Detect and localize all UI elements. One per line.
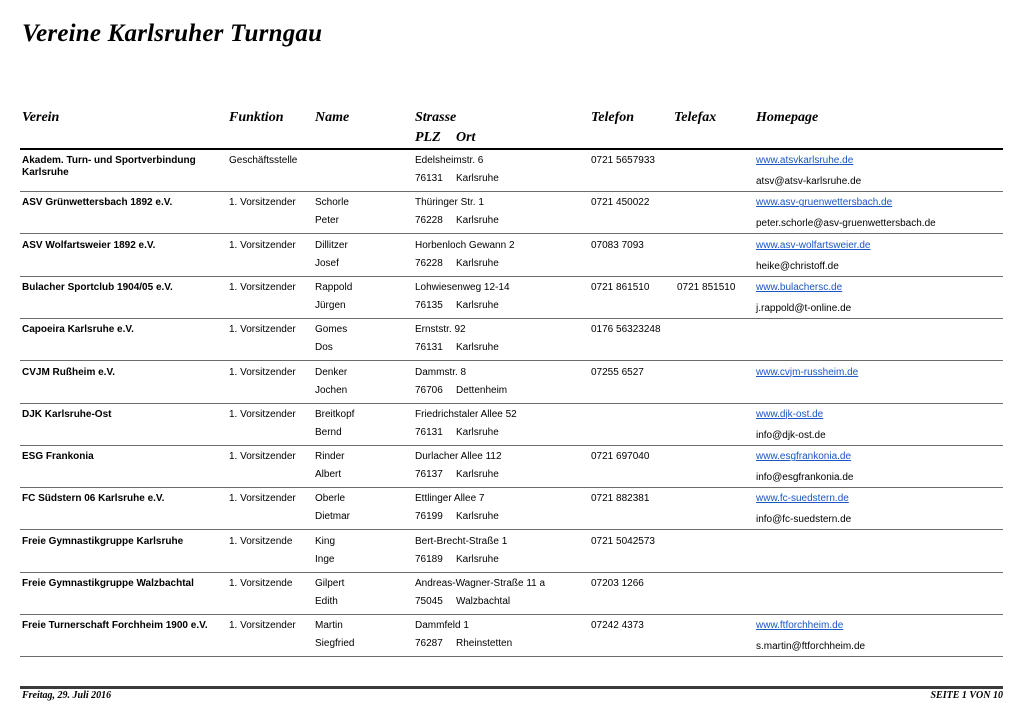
street: Durlacher Allee 112 <box>415 451 502 463</box>
table-row <box>0 531 1024 573</box>
street: Horbenloch Gewann 2 <box>415 239 515 251</box>
table-row <box>0 277 1024 319</box>
last-name: Gilpert <box>315 578 345 589</box>
city: Dettenheim <box>456 384 508 396</box>
city: Karlsruhe <box>456 511 499 523</box>
first-name: Inge <box>315 553 335 565</box>
city: Walzbachtal <box>456 596 511 607</box>
table-row <box>0 404 1024 446</box>
city: Karlsruhe <box>456 257 499 269</box>
last-name: Rinder <box>315 451 345 463</box>
phone: 0176 56323248 <box>591 324 661 336</box>
club-name: Freie Gymnastikgruppe Karlsruhe <box>22 535 184 547</box>
first-name: Bernd <box>315 426 342 438</box>
email: info@djk-ost.de <box>756 429 826 441</box>
header-strasse: Strasse <box>415 110 457 125</box>
table-row <box>0 362 1024 404</box>
postal-code: 76287 <box>415 638 443 650</box>
homepage-link[interactable]: www.ftforchheim.de <box>756 620 844 632</box>
function: Geschäftsstelle <box>229 155 298 166</box>
postal-code: 76706 <box>415 384 443 396</box>
homepage-link[interactable]: www.asv-wolfartsweier.de <box>756 239 871 251</box>
last-name: Rappold <box>315 281 353 293</box>
footer-page-number: SEITE 1 VON 10 <box>930 690 1003 701</box>
street: Thüringer Str. 1 <box>415 197 484 209</box>
club-name: Capoeira Karlsruhe e.V. <box>22 324 134 336</box>
street: Lohwiesenweg 12-14 <box>415 281 510 293</box>
phone: 0721 5042573 <box>591 535 655 547</box>
homepage-link[interactable]: www.djk-ost.de <box>756 408 824 420</box>
club-name: ASV Grünwettersbach 1892 e.V. <box>22 197 173 209</box>
email: j.rappold@t-online.de <box>756 302 852 314</box>
header-ort: Ort <box>456 130 476 145</box>
function: 1. Vorsitzender <box>229 366 296 378</box>
street: Edelsheimstr. 6 <box>415 155 484 166</box>
function: 1. Vorsitzender <box>229 451 296 463</box>
first-name: Dietmar <box>315 511 351 523</box>
street: Friedrichstaler Allee 52 <box>415 408 517 420</box>
function: 1. Vorsitzende <box>229 578 293 589</box>
email: heike@christoff.de <box>756 260 839 272</box>
header-homepage: Homepage <box>756 110 819 125</box>
first-name: Siegfried <box>315 638 355 650</box>
phone: 0721 697040 <box>591 451 650 463</box>
function: 1. Vorsitzender <box>229 281 296 293</box>
table-row <box>0 192 1024 234</box>
phone: 0721 450022 <box>591 197 650 209</box>
header-verein: Verein <box>22 110 60 125</box>
postal-code: 76131 <box>415 342 443 354</box>
email: info@esgfrankonia.de <box>756 472 854 484</box>
table-row <box>0 319 1024 361</box>
street: Dammstr. 8 <box>415 366 467 378</box>
table-row <box>0 446 1024 488</box>
club-name: FC Südstern 06 Karlsruhe e.V. <box>22 493 165 505</box>
header-name: Name <box>315 110 350 125</box>
postal-code: 75045 <box>415 596 443 607</box>
function: 1. Vorsitzender <box>229 324 296 336</box>
email: peter.schorle@asv-gruenwettersbach.de <box>756 218 936 230</box>
last-name: Martin <box>315 620 343 632</box>
street: Dammfeld 1 <box>415 620 469 632</box>
table-row <box>0 615 1024 657</box>
function: 1. Vorsitzender <box>229 408 296 420</box>
postal-code: 76131 <box>415 426 443 438</box>
function: 1. Vorsitzender <box>229 197 296 209</box>
function: 1. Vorsitzender <box>229 493 296 505</box>
last-name: Denker <box>315 366 348 378</box>
header-plz: PLZ <box>415 130 441 145</box>
email: s.martin@ftforchheim.de <box>756 641 866 653</box>
table-row <box>0 488 1024 530</box>
phone: 0721 5657933 <box>591 155 655 166</box>
phone: 07083 7093 <box>591 239 644 251</box>
street: Ernststr. 92 <box>415 324 466 336</box>
club-name: Akadem. Turn- und Sportverbindung Karlsruhe <box>22 155 196 178</box>
function: 1. Vorsitzende <box>229 535 293 547</box>
last-name: Schorle <box>315 197 349 209</box>
city: Karlsruhe <box>456 469 499 481</box>
last-name: Dillitzer <box>315 239 348 251</box>
homepage-link[interactable]: www.fc-suedstern.de <box>756 493 849 505</box>
city: Karlsruhe <box>456 342 499 354</box>
first-name: Josef <box>315 257 339 269</box>
function: 1. Vorsitzender <box>229 239 296 251</box>
first-name: Edith <box>315 596 338 607</box>
table-row <box>0 150 1024 192</box>
function: 1. Vorsitzender <box>229 620 296 632</box>
table-row <box>0 573 1024 615</box>
city: Karlsruhe <box>456 299 499 311</box>
city: Karlsruhe <box>456 215 499 227</box>
club-name: Freie Turnerschaft Forchheim 1900 e.V. <box>22 620 208 632</box>
first-name: Albert <box>315 469 342 481</box>
city: Karlsruhe <box>456 553 499 565</box>
postal-code: 76199 <box>415 511 443 523</box>
email: atsv@atsv-karlsruhe.de <box>756 176 862 187</box>
city: Rheinstetten <box>456 638 513 650</box>
header-telefax: Telefax <box>674 110 717 125</box>
postal-code: 76228 <box>415 257 443 269</box>
city: Karlsruhe <box>456 173 499 184</box>
first-name: Peter <box>315 215 339 227</box>
postal-code: 76131 <box>415 173 443 184</box>
last-name: King <box>315 535 336 547</box>
phone: 07242 4373 <box>591 620 644 632</box>
postal-code: 76135 <box>415 299 443 311</box>
last-name: Gomes <box>315 324 348 336</box>
club-name: CVJM Rußheim e.V. <box>22 366 115 378</box>
header-funktion: Funktion <box>229 110 284 125</box>
phone: 07255 6527 <box>591 366 644 378</box>
first-name: Jochen <box>315 384 348 396</box>
homepage-link[interactable]: www.atsvkarlsruhe.de <box>756 155 854 166</box>
club-name: DJK Karlsruhe-Ost <box>22 408 112 420</box>
phone: 07203 1266 <box>591 578 644 589</box>
city: Karlsruhe <box>456 426 499 438</box>
first-name: Jürgen <box>315 299 346 311</box>
footer-divider <box>20 686 1003 689</box>
club-name: Bulacher Sportclub 1904/05 e.V. <box>22 281 173 293</box>
postal-code: 76228 <box>415 215 443 227</box>
homepage-link[interactable]: www.cvjm-russheim.de <box>756 366 859 378</box>
postal-code: 76137 <box>415 469 443 481</box>
last-name: Oberle <box>315 493 346 505</box>
homepage-link[interactable]: www.bulachersc.de <box>756 281 843 293</box>
header-telefon: Telefon <box>591 110 635 125</box>
homepage-link[interactable]: www.esgfrankonia.de <box>756 451 852 463</box>
phone: 0721 861510 <box>591 281 650 293</box>
first-name: Dos <box>315 342 333 354</box>
email: info@fc-suedstern.de <box>756 514 852 526</box>
phone: 0721 882381 <box>591 493 650 505</box>
street: Bert-Brecht-Straße 1 <box>415 535 508 547</box>
street: Andreas-Wagner-Straße 11 a <box>415 578 546 589</box>
postal-code: 76189 <box>415 553 443 565</box>
last-name: Breitkopf <box>315 408 355 420</box>
footer-date: Freitag, 29. Juli 2016 <box>22 690 112 701</box>
homepage-link[interactable]: www.asv-gruenwettersbach.de <box>756 197 893 209</box>
street: Ettlinger Allee 7 <box>415 493 485 505</box>
table-row <box>0 235 1024 277</box>
club-name: ASV Wolfartsweier 1892 e.V. <box>22 239 156 251</box>
club-name: Freie Gymnastikgruppe Walzbachtal <box>22 578 194 589</box>
row-divider <box>20 656 1003 657</box>
fax: 0721 851510 <box>677 281 736 293</box>
page-title: Vereine Karlsruher Turngau <box>22 20 323 47</box>
club-name: ESG Frankonia <box>22 451 94 463</box>
